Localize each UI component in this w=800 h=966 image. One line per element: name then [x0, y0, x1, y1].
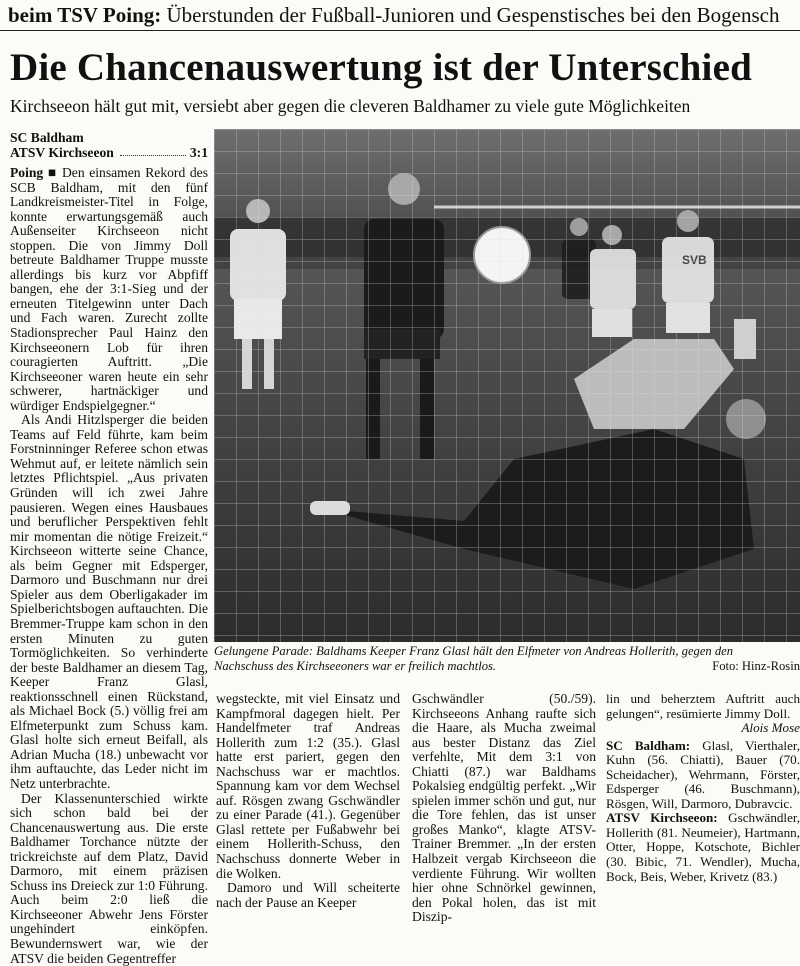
kicker-text: Überstunden der Fußball-Junioren und Gespenstisches bei den Bogensch	[161, 3, 780, 27]
article-column-2	[216, 692, 400, 910]
lineup-baldham	[606, 739, 800, 812]
dateline-marker: ■	[47, 165, 58, 180]
score-team2: ATSV Kirchseeon	[10, 145, 114, 160]
lineup-kirchseeon-team: ATSV Kirchseeon:	[606, 810, 718, 826]
photo-illustration	[214, 129, 800, 642]
top-rule	[0, 30, 800, 31]
score-team1: SC Baldham	[10, 130, 84, 145]
col1-text-1: Den einsamen Rekord des SCB Baldham, mit den fünf Landkreismeister-Titel in Folge, konnte erwartungsgemäß auch Außenseiter Kirchseeon nicht stoppen. Die von Jimmy Doll betreute Baldhamer Truppe musste allerdings bis kurz vor Abpfiff bangen, ehe der 3:1-Sieg und der erneuten Titelgewinn unter Dach und Fach waren. Zurecht zollte Stadionsprecher Paul Hainz den Kirchseeonern Lob für ihren couragierten Auftritt. „Die Kirchseeoner waren heute ein sehr schwerer, hartnäckiger und würdiger Endspielgegner.“	[10, 165, 208, 413]
author-name: Alois Mose	[741, 720, 800, 736]
article-column-3	[412, 692, 596, 925]
caption-line-2: Nachschuss des Kirchseeoners war er freilich machtlos.	[214, 659, 497, 673]
lineup-baldham-players: Glasl, Vierthaler, Kuhn (56. Chiatti), Bauer (70. Scheidacher), Wehrmann, Förster, Edsperger (46. Buschmann), Rösgen, Will, Darmoro, Dubravcic.	[606, 737, 800, 811]
col1-paragraph-2: Als Andi Hitzlsperger die beiden Teams auf Feld führte, kam beim Forstninninger Referee schon etwas Wehmut auf, er leitete nämlich sein letztes Pflichtspiel. „Aus privaten Gründen will ich zwei Jahre pausieren. Wegen eines Hausbaues und beruflicher Perspektiven fehlt mir momentan die nötige Freizeit.“ Kirchseeon witterte seine Chance, als beim Gegner mit Edsperger, Darmoro und Buschmann nur drei Spieler aus dem Oberligakader im Spielberichtsbogen auftauchten. Die Bremmer-Truppe kam schon in den ersten Minuten zu guten Tormöglichkeiten. So verhinderte der beste Baldhamer an diesem Tag, Keeper Franz Glasl, reaktionsschnell einen Rückstand, als Michael Bock (5.) völlig frei am Elfmeterpunkt zum Schuss kam. Glasl holte sich erneut Beifall, als Adrian Mucha (18.) unbewacht vor ihm auftauchte, das Leder nicht im Netz unterbrachte.	[10, 412, 208, 791]
col2-paragraph-2: Damoro und Will scheiterte nach der Pause an Keeper	[216, 880, 400, 910]
col2-paragraph-1: wegsteckte, mit viel Einsatz und Kampfmoral dagegen hielt. Per Handelfmeter traf Andreas Hollerith zum 1:2 (35.). Glasl hatte erst pariert, gegen den Nachschuss war er machtlos. Spannung kam vor dem Wechsel auf. Rösgen zwang Gschwändler zu einer Parade (41.). Gegenüber Glasl rettete per Fußabwehr bei einem Hollerith-Schuss, den Nachschuss donnerte Weber in die Wolken.	[216, 691, 400, 881]
article-column-1	[10, 166, 208, 966]
photo-caption	[214, 644, 800, 674]
score-box	[10, 130, 208, 160]
col4-paragraph: lin und beherztem Auftritt auch gelungen“, resümierte Jimmy Doll.	[606, 691, 800, 721]
dateline: Poing	[10, 165, 44, 180]
article-column-4	[606, 692, 800, 884]
caption-line-1: Gelungene Parade: Baldhams Keeper Franz Glasl hält den Elfmeter von Andreas Hollerith, gegen den	[214, 644, 734, 658]
kicker-prefix: beim TSV Poing:	[8, 3, 162, 27]
score-dots	[120, 145, 186, 156]
photo-credit: Foto: Hinz-Rosin	[712, 659, 800, 673]
kicker-line	[8, 2, 800, 28]
lineup-kirchseeon	[606, 811, 800, 884]
lineup-kirchseeon-players: Gschwändler, Hollerith (81. Neumeier), Hartmann, Otter, Hoppe, Kotschote, Bichler (30. Bibic, 71. Wendler), Mucha, Bock, Beis, Weber, Krivetz (83.)	[606, 810, 800, 884]
col3-paragraph-1: Gschwändler (50./59). Kirchseeons Anhang raufte sich die Haare, als Mucha zweimal aus bester Distanz das Ziel verfehlte, Mit dem 3:1 von Chiatti (87.) war Baldhams Pokalsieg endgültig perfekt. „Wir spielen immer schön und gut, nur die Tore fehlen, das ist unser großes Manko“, klagte ATSV-Trainer Bremmer. „In der ersten Halbzeit vergab Kirchseeon die verdiente Führung. Wir wollten hier ohne Schnörkel gewinnen, den Pokal holen, das ist mit Diszip-	[412, 691, 596, 925]
subheadline: Kirchseeon hält gut mit, versiebt aber gegen die cleveren Baldhamer zu viele gute Möglichkeiten	[10, 96, 691, 116]
match-photo	[214, 129, 800, 642]
col1-paragraph-1	[10, 166, 208, 413]
score-result: 3:1	[189, 145, 208, 160]
lineup-baldham-team: SC Baldham:	[606, 737, 691, 753]
col1-paragraph-3: Der Klassenunterschied wirkte sich schon bald bei der Chancenauswertung aus. Die erste Baldhamer Torchance nützte der trickreichste auf dem Platz, David Darmoro, mit einem präzisen Schuss ins Dreieck zur 1:0 Führung. Auch beim 2:0 ließ die Kirchseeoner Abwehr Jens Förster ungehindert einköpfen. Bewundernswert war, wie der ATSV die beiden Gegentreffer	[10, 790, 208, 966]
headline: Die Chancenauswertung ist der Unterschied	[10, 46, 752, 89]
